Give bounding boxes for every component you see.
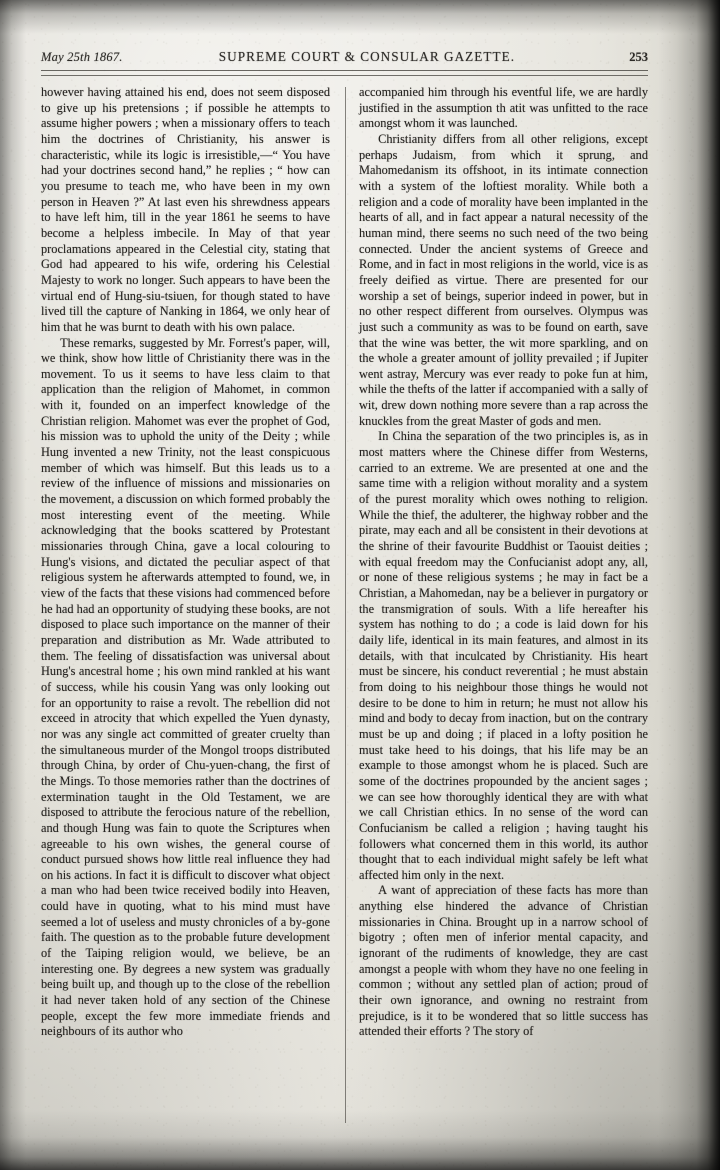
text-column-left (41, 85, 330, 1040)
page-left-shadow (0, 0, 26, 1170)
page-top-shadow (0, 0, 720, 34)
paragraph: however having attained his end, does not seem disposed to give up his pretensions ; if possible he attempts to assume higher powers ; when a missionary offers to teach him the doctrines of Christianity, his answer is characteristic, while its logic is irresistible,—“ You have had your doctrines second hand,” he replies ; “ how can you presume to teach me, who have been in my own person in Heaven ?” At last even his shrewdness appears to have left him, till in the year 1861 he seems to have become a helpless imbecile. In May of that year proclamations appeared in the Celestial city, stating that God had appeared to his wife, ordering his Celestial Majesty to work no longer. Such appears to have been the virtual end of Hung-siu-tsiuen, for though stated to have lived till the capture of Nanking in 1864, we only hear of him that he was burnt to death with his own palace. (41, 85, 330, 334)
paragraph: A want of appreciation of these facts has more than anything else hindered the advance of Christian missionaries in China. Brought up in a narrow school of bigotry ; often men of inferior mental capacity, and ignorant of the rudiments of knowledge, they are cast amongst a people with whom they have no one feeling in common ; without any settled plan of action; proud of their own ignorance, and owning no restraint from prejudice, is it to be wondered that so little success has attended their efforts ? The story of (359, 883, 648, 1039)
column-divider-rule (345, 87, 346, 1123)
text-column-right (359, 85, 648, 1040)
paragraph: Christianity differs from all other religions, except perhaps Judaism, from which it sprung, and Mahomedanism its offshoot, in its intimate connection with a system of the loftiest morality. While both a religion and a code of morality have been implanted in the hearts of all, and in fact appear a natural necessity of the human mind, there seems no such need of the two being connected. Under the ancient systems of Greece and Rome, and in fact in most religions in the world, vice is as freely deified as virtue. There are presented for our worship a set of beings, superior indeed in power, but in no other respect different from ourselves. Olympus was just such a community as was to be found on earth, save that the wine was better, the wit more sparkling, and on the whole a greater amount of jollity prevailed ; if Jupiter went astray, Mercury was ever ready to poke fun at him, while the thefts of the latter if accompanied with a sally of wit, drew down nothing more severe than a rap across the knuckles from the great Master of gods and men. (359, 131, 648, 428)
column-gutter (330, 85, 359, 1040)
issue-date: May 25th 1867. (41, 50, 123, 64)
paragraph: These remarks, suggested by Mr. Forrest's paper, will, we think, show how little of Christianity there was in the movement. To us it seems to have less claim to that application than the religion of Mahomet, in common with it, founded on an imperfect knowledge of the Christian religion. Mahomet was ever the prophet of God, his mission was to uphold the unity of the Deity ; while Hung invented a new Trinity, not the least conspicuous member of which was himself. But this leads us to a review of the influence of missions and missionaries on the movement, a discussion on which formed probably the most interesting event of the meeting. While acknowledging that the books scattered by Protestant missionaries through China, gave a local colouring to Hung's visions, and dictated the peculiar aspect of that religious system he afterwards attempted to found, we, in view of the facts that these visions had commenced before he had had an opportunity of studying these books, are not disposed to place such importance on the manner of their preparation and distribution as Mr. Wade attributed to them. The feeling of dissatisfaction was universal about Hung's ancestral home ; his own mind rankled at his want of success, while his cousin Yang was only looking out for an opportunity to raise a revolt. The rebellion did not exceed in atrocity that which expelled the Yuen dynasty, nor was any single act committed of greater cruelty than the simultaneous murder of the Mongol troops distributed through China, by order of Chu-yuen-chang, the first of the Mings. To those memories rather than the doctrines of extermination taught in the Old Testament, we are disposed to attribute the ferocious nature of the rebellion, and though Hung was fain to quote the Scriptures when agreeable to his own wishes, the general course of conduct pursued shows how little real influence they had on his actions. In fact it is difficult to discover what object a man who had been twice received bodily into Heaven, could have in quoting, what to his mind must have seemed a lot of useless and musty chronicles of a by-gone faith. The question as to the probable future development of the Taiping religion would, we believe, be an interesting one. By degrees a new system was gradually being built up, and though up to the close of the rebellion it had never taken hold of any section of the Chinese people, except the few more immediate friends and neighbours of its author who (41, 335, 330, 1039)
paragraph: In China the separation of the two principles is, as in most matters where the Chinese differ from Westerns, carried to an extreme. We are presented at one and the same time with a religion without morality and a system of the purest morality which owes nothing to religion. While the thief, the adulterer, the highway robber and the pirate, may each and all be consistent in their devotions at the shrine of their favourite Buddhist or Taouist deities ; with equal freedom may the Confucianist adopt any, all, or none of these religious systems ; he may in fact be a Christian, a Mahomedan, nay be a believer in purgatory or the transmigration of souls. With a life hereafter his system has nothing to do ; a code is laid down for his daily life, identical in its main features, and almost in its details, with that inculcated by Christianity. His heart must be sincere, his conduct reverential ; he must abstain from doing to his neighbour those things he would not desire to be done to him in return; he must not allow his mind and body to decay from inaction, but on the contrary must be up and doing ; if placed in a lofty position he must take heed to his doings, that his life may be an example to those amongst whom he is placed. Such are some of the doctrines propounded by the ancient sages ; we can see how thoroughly identical they are with what we call Christian ethics. In no sense of the word can Confucianism be called a religion ; having taught his followers what concerned them in this world, its author thought that to each individual might safely be left what affected him only in the next. (359, 429, 648, 882)
book-binding-shadow (658, 0, 720, 1170)
page-bottom-shadow (0, 1110, 720, 1170)
article-columns (41, 85, 648, 1040)
page-number: 253 (629, 50, 648, 64)
running-head (41, 49, 648, 65)
paragraph: accompanied him through his eventful life, we are hardly justified in the assumption th atit was unfitted to the race amongst whom it was launched. (359, 85, 648, 131)
header-double-rule (41, 70, 648, 76)
type-area (41, 49, 648, 1040)
publication-title: SUPREME COURT & CONSULAR GAZETTE. (218, 49, 516, 64)
